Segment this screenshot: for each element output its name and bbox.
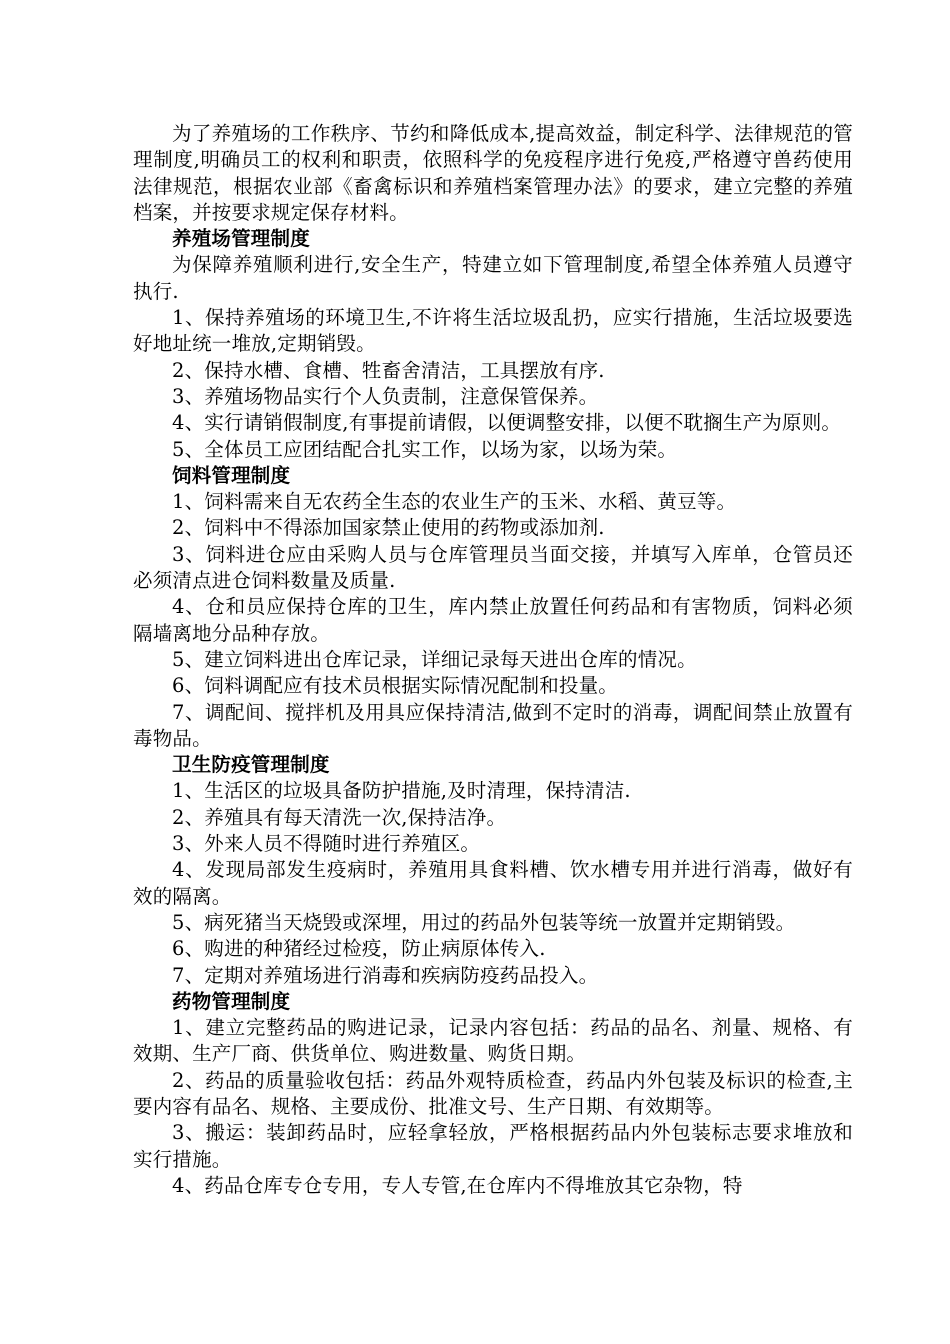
section-title-drug: 药物管理制度 — [172, 989, 291, 1013]
hygiene-paragraph-4: 5、病死猪当天烧毁或深埋，用过的药品外包装等统一放置并定期销毁。 — [172, 910, 796, 934]
farm-paragraph-0: 为保障养殖顺利进行,安全生产，特建立如下管理制度,希望全体养殖人员遵守执行. — [133, 253, 853, 303]
farm-paragraph-1: 1、保持养殖场的环境卫生,不许将生活垃圾乱扔，应实行措施，生活垃圾要选好地址统一堆放,定期销毁。 — [133, 306, 853, 356]
section-title-feed: 饲料管理制度 — [172, 463, 291, 487]
intro-paragraph: 为了养殖场的工作秩序、节约和降低成本,提高效益，制定科学、法律规范的管理制度,明确员工的权利和职责，依照科学的免疫程序进行免疫,严格遵守兽药使用法律规范，根据农业部《畜禽标识和养殖档案管理办法》的要求，建立完整的养殖档案，并按要求规定保存材料。 — [133, 122, 853, 224]
farm-paragraph-4: 4、实行请销假制度,有事提前请假，以便调整安排，以便不耽搁生产为原则。 — [172, 411, 842, 435]
feed-paragraph-3: 4、仓和员应保持仓库的卫生，库内禁止放置任何药品和有害物质，饲料必须隔墙离地分品种存放。 — [133, 595, 853, 645]
drug-paragraph-3: 4、药品仓库专仓专用，专人专管,在仓库内不得堆放其它杂物，特 — [172, 1173, 743, 1197]
feed-paragraph-0: 1、饲料需来自无农药全生态的农业生产的玉米、水稻、黄豆等。 — [172, 490, 737, 514]
drug-paragraph-2: 3、搬运：装卸药品时，应轻拿轻放，严格根据药品内外包装标志要求堆放和实行措施。 — [133, 1121, 853, 1171]
feed-paragraph-1: 2、饲料中不得添加国家禁止使用的药物或添加剂. — [172, 516, 605, 540]
feed-paragraph-6: 7、调配间、搅拌机及用具应保持清洁,做到不定时的消毒，调配间禁止放置有毒物品。 — [133, 700, 853, 750]
feed-paragraph-4: 5、建立饲料进出仓库记录，详细记录每天进出仓库的情况。 — [172, 647, 697, 671]
hygiene-paragraph-6: 7、定期对养殖场进行消毒和疾病防疫药品投入。 — [172, 963, 599, 987]
farm-paragraph-2: 2、保持水槽、食槽、牲畜舍清洁，工具摆放有序. — [172, 358, 605, 382]
farm-paragraph-3: 3、养殖场物品实行个人负责制，注意保管保养。 — [172, 384, 599, 408]
hygiene-paragraph-1: 2、养殖具有每天清洗一次,保持洁净。 — [172, 805, 507, 829]
hygiene-paragraph-5: 6、购进的种猪经过检疫，防止病原体传入. — [172, 937, 546, 961]
feed-paragraph-2: 3、饲料进仓应由采购人员与仓库管理员当面交接，并填写入库单，仓管员还必须清点进仓饲料数量及质量. — [133, 542, 853, 593]
farm-paragraph-5: 5、全体员工应团结配合扎实工作，以场为家，以场为荣。 — [172, 437, 678, 461]
hygiene-paragraph-2: 3、外来人员不得随时进行养殖区。 — [172, 832, 481, 856]
document-page — [133, 121, 853, 1199]
drug-paragraph-0: 1、建立完整药品的购进记录，记录内容包括：药品的品名、剂量、规格、有效期、生产厂商、供货单位、购进数量、购货日期。 — [133, 1016, 853, 1066]
hygiene-paragraph-3: 4、发现局部发生疫病时，养殖用具食料槽、饮水槽专用并进行消毒，做好有效的隔离。 — [133, 858, 853, 908]
hygiene-paragraph-0: 1、生活区的垃圾具备防护措施,及时清理，保持清洁. — [172, 779, 631, 803]
section-title-farm: 养殖场管理制度 — [172, 227, 310, 251]
feed-paragraph-5: 6、饲料调配应有技术员根据实际情况配制和投量。 — [172, 674, 619, 698]
drug-paragraph-1: 2、药品的质量验收包括：药品外观特质检查，药品内外包装及标识的检查,主要内容有品名、规格、主要成份、批准文号、生产日期、有效期等。 — [133, 1068, 853, 1118]
section-title-hygiene: 卫生防疫管理制度 — [172, 753, 330, 777]
